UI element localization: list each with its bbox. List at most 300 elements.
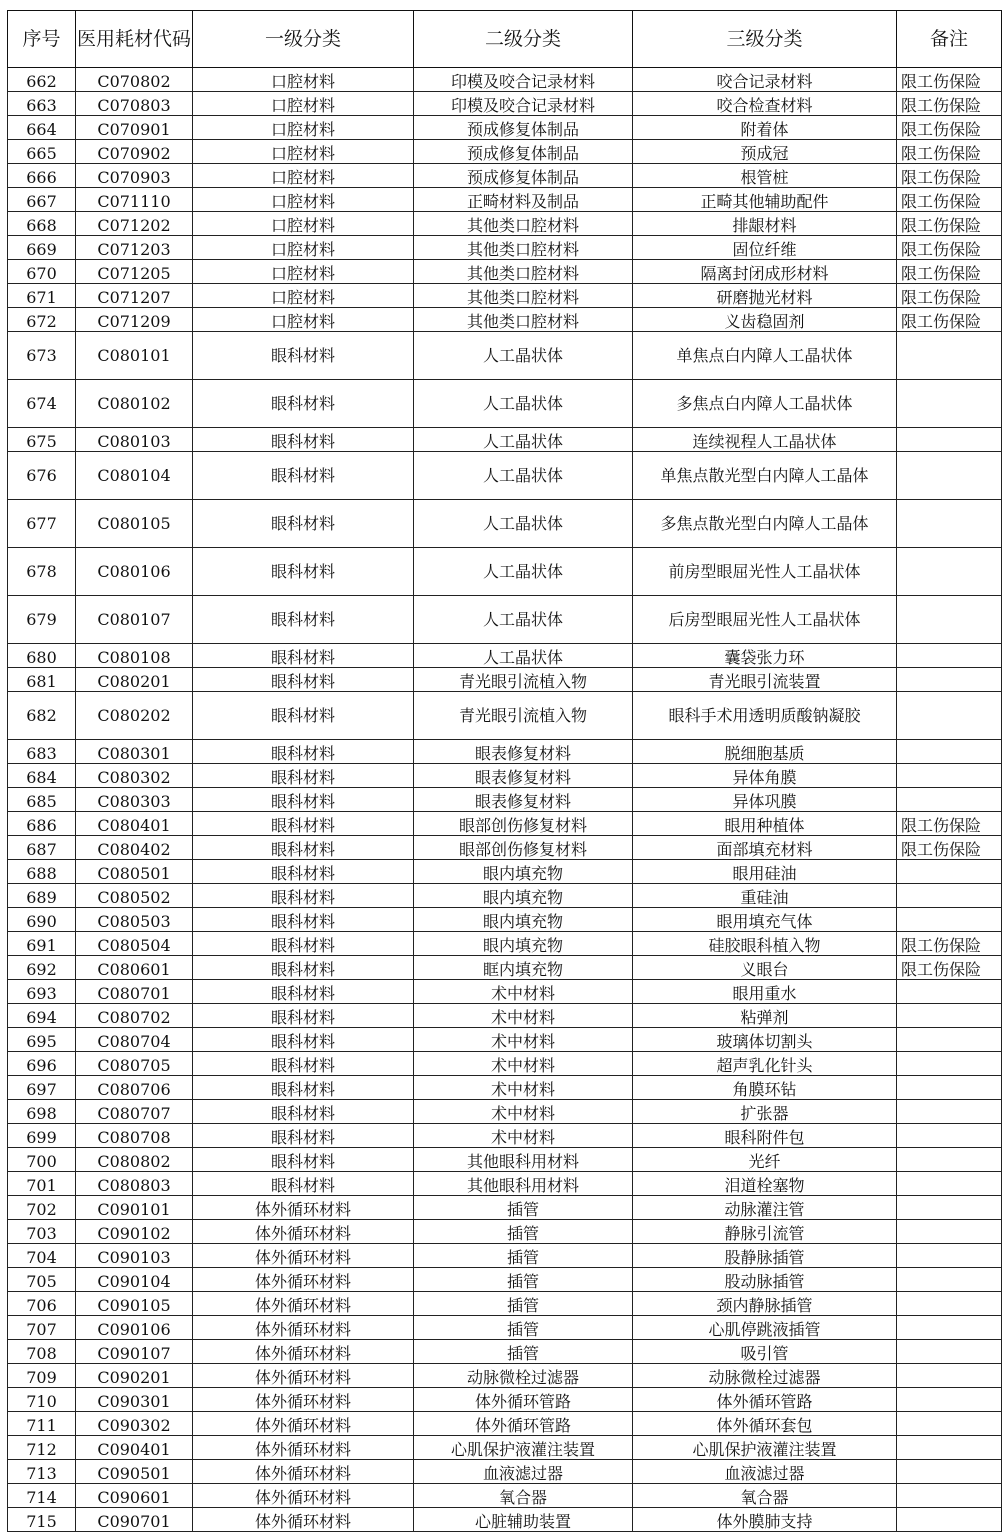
cell-code: C070901 xyxy=(76,116,193,140)
cell-code: C080201 xyxy=(76,668,193,692)
cell-level1: 体外循环材料 xyxy=(193,1388,414,1412)
cell-seq: 700 xyxy=(8,1148,76,1172)
cell-code: C080302 xyxy=(76,764,193,788)
header-level1: 一级分类 xyxy=(193,11,414,68)
cell-code: C080601 xyxy=(76,956,193,980)
table-body xyxy=(8,68,1002,1532)
cell-level1: 眼科材料 xyxy=(193,332,414,380)
table-row xyxy=(8,380,1002,428)
cell-seq: 697 xyxy=(8,1076,76,1100)
cell-seq: 692 xyxy=(8,956,76,980)
cell-seq: 662 xyxy=(8,68,76,92)
cell-seq: 667 xyxy=(8,188,76,212)
cell-note xyxy=(897,1508,1002,1532)
cell-note: 限工伤保险 xyxy=(897,308,1002,332)
cell-level3: 吸引管 xyxy=(633,1340,897,1364)
cell-level3: 超声乳化针头 xyxy=(633,1052,897,1076)
cell-level3: 角膜环钻 xyxy=(633,1076,897,1100)
cell-seq: 672 xyxy=(8,308,76,332)
table-row xyxy=(8,68,1002,92)
table-row xyxy=(8,140,1002,164)
cell-level3: 眼科手术用透明质酸钠凝胶 xyxy=(633,692,897,740)
cell-seq: 686 xyxy=(8,812,76,836)
cell-level1: 眼科材料 xyxy=(193,1124,414,1148)
cell-level1: 眼科材料 xyxy=(193,1052,414,1076)
cell-level2: 人工晶状体 xyxy=(414,332,633,380)
cell-seq: 671 xyxy=(8,284,76,308)
cell-level3: 股动脉插管 xyxy=(633,1268,897,1292)
cell-level2: 眶内填充物 xyxy=(414,956,633,980)
cell-level3: 股静脉插管 xyxy=(633,1244,897,1268)
cell-level1: 眼科材料 xyxy=(193,860,414,884)
cell-level3: 泪道栓塞物 xyxy=(633,1172,897,1196)
cell-level1: 眼科材料 xyxy=(193,980,414,1004)
cell-code: C090501 xyxy=(76,1460,193,1484)
cell-level2: 人工晶状体 xyxy=(414,428,633,452)
cell-level3: 光纤 xyxy=(633,1148,897,1172)
cell-seq: 681 xyxy=(8,668,76,692)
cell-level2: 其他类口腔材料 xyxy=(414,236,633,260)
cell-code: C090103 xyxy=(76,1244,193,1268)
cell-seq: 694 xyxy=(8,1004,76,1028)
cell-note xyxy=(897,1484,1002,1508)
cell-level1: 体外循环材料 xyxy=(193,1364,414,1388)
cell-level1: 体外循环材料 xyxy=(193,1316,414,1340)
cell-level3: 隔离封闭成形材料 xyxy=(633,260,897,284)
cell-level3: 粘弹剂 xyxy=(633,1004,897,1028)
cell-level1: 眼科材料 xyxy=(193,932,414,956)
cell-code: C071207 xyxy=(76,284,193,308)
cell-code: C090107 xyxy=(76,1340,193,1364)
cell-code: C090102 xyxy=(76,1220,193,1244)
cell-level3: 后房型眼屈光性人工晶状体 xyxy=(633,596,897,644)
cell-code: C071209 xyxy=(76,308,193,332)
cell-level1: 体外循环材料 xyxy=(193,1484,414,1508)
table-row xyxy=(8,692,1002,740)
cell-seq: 663 xyxy=(8,92,76,116)
cell-level1: 眼科材料 xyxy=(193,596,414,644)
cell-level2: 印模及咬合记录材料 xyxy=(414,68,633,92)
cell-level3: 正畸其他辅助配件 xyxy=(633,188,897,212)
cell-level2: 印模及咬合记录材料 xyxy=(414,92,633,116)
cell-code: C080701 xyxy=(76,980,193,1004)
cell-level1: 眼科材料 xyxy=(193,1100,414,1124)
cell-level2: 眼内填充物 xyxy=(414,932,633,956)
table-row xyxy=(8,1436,1002,1460)
cell-code: C071110 xyxy=(76,188,193,212)
cell-note: 限工伤保险 xyxy=(897,956,1002,980)
table-row xyxy=(8,308,1002,332)
table-row xyxy=(8,1340,1002,1364)
cell-note: 限工伤保险 xyxy=(897,116,1002,140)
cell-code: C080102 xyxy=(76,380,193,428)
cell-level2: 氧合器 xyxy=(414,1484,633,1508)
cell-level1: 体外循环材料 xyxy=(193,1412,414,1436)
cell-level3: 咬合检查材料 xyxy=(633,92,897,116)
table-row xyxy=(8,884,1002,908)
cell-level1: 体外循环材料 xyxy=(193,1292,414,1316)
cell-code: C070803 xyxy=(76,92,193,116)
cell-level3: 心肌停跳液插管 xyxy=(633,1316,897,1340)
cell-note xyxy=(897,980,1002,1004)
table-row xyxy=(8,1052,1002,1076)
cell-level2: 插管 xyxy=(414,1196,633,1220)
cell-code: C080503 xyxy=(76,908,193,932)
cell-note xyxy=(897,740,1002,764)
cell-level3: 动脉微栓过滤器 xyxy=(633,1364,897,1388)
cell-code: C080702 xyxy=(76,1004,193,1028)
table-row xyxy=(8,644,1002,668)
cell-code: C090105 xyxy=(76,1292,193,1316)
cell-level1: 眼科材料 xyxy=(193,692,414,740)
cell-level2: 术中材料 xyxy=(414,1100,633,1124)
cell-note: 限工伤保险 xyxy=(897,812,1002,836)
cell-level3: 前房型眼屈光性人工晶状体 xyxy=(633,548,897,596)
cell-level1: 体外循环材料 xyxy=(193,1244,414,1268)
cell-level1: 眼科材料 xyxy=(193,956,414,980)
cell-note: 限工伤保险 xyxy=(897,836,1002,860)
cell-level3: 固位纤维 xyxy=(633,236,897,260)
cell-code: C080401 xyxy=(76,812,193,836)
table-row xyxy=(8,812,1002,836)
cell-seq: 680 xyxy=(8,644,76,668)
cell-level1: 眼科材料 xyxy=(193,548,414,596)
table-row xyxy=(8,236,1002,260)
cell-seq: 701 xyxy=(8,1172,76,1196)
header-seq: 序号 xyxy=(8,11,76,68)
cell-level3: 囊袋张力环 xyxy=(633,644,897,668)
table-row xyxy=(8,1124,1002,1148)
table-row xyxy=(8,1364,1002,1388)
cell-level1: 眼科材料 xyxy=(193,1028,414,1052)
cell-level1: 眼科材料 xyxy=(193,740,414,764)
cell-code: C090101 xyxy=(76,1196,193,1220)
table-row xyxy=(8,1508,1002,1532)
cell-level3: 研磨抛光材料 xyxy=(633,284,897,308)
cell-note: 限工伤保险 xyxy=(897,260,1002,284)
cell-level3: 连续视程人工晶状体 xyxy=(633,428,897,452)
table-row xyxy=(8,116,1002,140)
table-row xyxy=(8,188,1002,212)
cell-level2: 其他类口腔材料 xyxy=(414,308,633,332)
cell-seq: 699 xyxy=(8,1124,76,1148)
cell-seq: 714 xyxy=(8,1484,76,1508)
cell-seq: 676 xyxy=(8,452,76,500)
cell-level2: 眼内填充物 xyxy=(414,860,633,884)
cell-level2: 术中材料 xyxy=(414,1028,633,1052)
cell-note xyxy=(897,452,1002,500)
cell-level3: 眼科附件包 xyxy=(633,1124,897,1148)
cell-seq: 715 xyxy=(8,1508,76,1532)
cell-level3: 扩张器 xyxy=(633,1100,897,1124)
cell-seq: 664 xyxy=(8,116,76,140)
cell-code: C090302 xyxy=(76,1412,193,1436)
cell-level3: 多焦点白内障人工晶状体 xyxy=(633,380,897,428)
cell-note xyxy=(897,596,1002,644)
cell-seq: 666 xyxy=(8,164,76,188)
table-row xyxy=(8,788,1002,812)
cell-level1: 眼科材料 xyxy=(193,764,414,788)
cell-note xyxy=(897,1124,1002,1148)
cell-level2: 插管 xyxy=(414,1340,633,1364)
cell-level2: 青光眼引流植入物 xyxy=(414,668,633,692)
cell-note: 限工伤保险 xyxy=(897,284,1002,308)
cell-level1: 眼科材料 xyxy=(193,644,414,668)
cell-seq: 665 xyxy=(8,140,76,164)
cell-level1: 体外循环材料 xyxy=(193,1268,414,1292)
cell-code: C090301 xyxy=(76,1388,193,1412)
cell-level1: 眼科材料 xyxy=(193,668,414,692)
cell-seq: 713 xyxy=(8,1460,76,1484)
cell-seq: 689 xyxy=(8,884,76,908)
table-row xyxy=(8,836,1002,860)
cell-level2: 血液滤过器 xyxy=(414,1460,633,1484)
table-row xyxy=(8,1412,1002,1436)
table-row xyxy=(8,284,1002,308)
table-row xyxy=(8,1292,1002,1316)
cell-level3: 眼用填充气体 xyxy=(633,908,897,932)
header-level3: 三级分类 xyxy=(633,11,897,68)
cell-level2: 其他眼科用材料 xyxy=(414,1172,633,1196)
cell-level2: 人工晶状体 xyxy=(414,548,633,596)
cell-level3: 异体角膜 xyxy=(633,764,897,788)
cell-level2: 其他类口腔材料 xyxy=(414,260,633,284)
table-row xyxy=(8,1172,1002,1196)
cell-level1: 眼科材料 xyxy=(193,788,414,812)
cell-level2: 人工晶状体 xyxy=(414,596,633,644)
header-row xyxy=(8,11,1002,68)
cell-level1: 口腔材料 xyxy=(193,308,414,332)
header-note: 备注 xyxy=(897,11,1002,68)
cell-note: 限工伤保险 xyxy=(897,140,1002,164)
cell-seq: 693 xyxy=(8,980,76,1004)
cell-seq: 702 xyxy=(8,1196,76,1220)
cell-code: C090201 xyxy=(76,1364,193,1388)
cell-level2: 术中材料 xyxy=(414,1124,633,1148)
cell-seq: 683 xyxy=(8,740,76,764)
table-row xyxy=(8,860,1002,884)
cell-seq: 711 xyxy=(8,1412,76,1436)
cell-code: C071203 xyxy=(76,236,193,260)
cell-code: C071202 xyxy=(76,212,193,236)
cell-level2: 预成修复体制品 xyxy=(414,140,633,164)
cell-level3: 咬合记录材料 xyxy=(633,68,897,92)
cell-code: C090701 xyxy=(76,1508,193,1532)
cell-note xyxy=(897,1316,1002,1340)
cell-code: C070802 xyxy=(76,68,193,92)
cell-seq: 684 xyxy=(8,764,76,788)
cell-seq: 670 xyxy=(8,260,76,284)
cell-level2: 眼表修复材料 xyxy=(414,740,633,764)
table-row xyxy=(8,452,1002,500)
cell-note xyxy=(897,1100,1002,1124)
cell-level3: 面部填充材料 xyxy=(633,836,897,860)
cell-seq: 668 xyxy=(8,212,76,236)
cell-note xyxy=(897,1220,1002,1244)
cell-code: C080103 xyxy=(76,428,193,452)
table-row xyxy=(8,1196,1002,1220)
cell-level3: 体外循环套包 xyxy=(633,1412,897,1436)
table-row xyxy=(8,1388,1002,1412)
cell-seq: 685 xyxy=(8,788,76,812)
table-row xyxy=(8,212,1002,236)
cell-seq: 704 xyxy=(8,1244,76,1268)
table-row xyxy=(8,1484,1002,1508)
cell-code: C080708 xyxy=(76,1124,193,1148)
cell-seq: 673 xyxy=(8,332,76,380)
table-row xyxy=(8,1316,1002,1340)
cell-level1: 眼科材料 xyxy=(193,908,414,932)
cell-note xyxy=(897,1436,1002,1460)
cell-level3: 体外循环管路 xyxy=(633,1388,897,1412)
cell-note: 限工伤保险 xyxy=(897,164,1002,188)
cell-level1: 口腔材料 xyxy=(193,164,414,188)
cell-code: C090601 xyxy=(76,1484,193,1508)
cell-seq: 712 xyxy=(8,1436,76,1460)
cell-seq: 706 xyxy=(8,1292,76,1316)
table-row xyxy=(8,932,1002,956)
cell-note: 限工伤保险 xyxy=(897,212,1002,236)
cell-level2: 术中材料 xyxy=(414,1004,633,1028)
table-row xyxy=(8,1148,1002,1172)
cell-level3: 眼用重水 xyxy=(633,980,897,1004)
cell-seq: 695 xyxy=(8,1028,76,1052)
cell-level1: 体外循环材料 xyxy=(193,1196,414,1220)
cell-level2: 体外循环管路 xyxy=(414,1388,633,1412)
cell-level2: 青光眼引流植入物 xyxy=(414,692,633,740)
table-row xyxy=(8,164,1002,188)
cell-seq: 708 xyxy=(8,1340,76,1364)
cell-note: 限工伤保险 xyxy=(897,188,1002,212)
cell-level1: 口腔材料 xyxy=(193,140,414,164)
cell-note xyxy=(897,1076,1002,1100)
cell-seq: 705 xyxy=(8,1268,76,1292)
cell-level2: 眼内填充物 xyxy=(414,908,633,932)
cell-level1: 体外循环材料 xyxy=(193,1220,414,1244)
cell-level2: 插管 xyxy=(414,1268,633,1292)
cell-code: C090104 xyxy=(76,1268,193,1292)
cell-code: C080202 xyxy=(76,692,193,740)
table-row xyxy=(8,1220,1002,1244)
cell-level1: 口腔材料 xyxy=(193,116,414,140)
cell-seq: 688 xyxy=(8,860,76,884)
cell-level1: 眼科材料 xyxy=(193,1004,414,1028)
cell-level3: 血液滤过器 xyxy=(633,1460,897,1484)
cell-level2: 人工晶状体 xyxy=(414,380,633,428)
cell-note xyxy=(897,860,1002,884)
cell-seq: 690 xyxy=(8,908,76,932)
cell-level1: 口腔材料 xyxy=(193,284,414,308)
cell-level1: 眼科材料 xyxy=(193,380,414,428)
cell-code: C080104 xyxy=(76,452,193,500)
table-row xyxy=(8,428,1002,452)
cell-level3: 根管桩 xyxy=(633,164,897,188)
table-row xyxy=(8,332,1002,380)
cell-level1: 眼科材料 xyxy=(193,836,414,860)
header-code: 医用耗材代码 xyxy=(76,11,193,68)
cell-level3: 脱细胞基质 xyxy=(633,740,897,764)
cell-note xyxy=(897,380,1002,428)
cell-note xyxy=(897,644,1002,668)
table-row xyxy=(8,764,1002,788)
cell-code: C080107 xyxy=(76,596,193,644)
cell-level3: 颈内静脉插管 xyxy=(633,1292,897,1316)
cell-level1: 口腔材料 xyxy=(193,212,414,236)
table-row xyxy=(8,908,1002,932)
cell-seq: 691 xyxy=(8,932,76,956)
cell-note xyxy=(897,1292,1002,1316)
cell-level2: 插管 xyxy=(414,1292,633,1316)
cell-level2: 眼部创伤修复材料 xyxy=(414,836,633,860)
cell-level1: 口腔材料 xyxy=(193,236,414,260)
table-row xyxy=(8,548,1002,596)
cell-seq: 669 xyxy=(8,236,76,260)
cell-code: C080402 xyxy=(76,836,193,860)
cell-code: C080303 xyxy=(76,788,193,812)
cell-level2: 眼内填充物 xyxy=(414,884,633,908)
cell-note xyxy=(897,548,1002,596)
table-row xyxy=(8,1100,1002,1124)
cell-note xyxy=(897,1148,1002,1172)
cell-level2: 人工晶状体 xyxy=(414,500,633,548)
cell-level2: 术中材料 xyxy=(414,1052,633,1076)
table-row xyxy=(8,740,1002,764)
cell-level2: 体外循环管路 xyxy=(414,1412,633,1436)
cell-seq: 710 xyxy=(8,1388,76,1412)
cell-level3: 单焦点白内障人工晶状体 xyxy=(633,332,897,380)
cell-level3: 附着体 xyxy=(633,116,897,140)
cell-code: C080301 xyxy=(76,740,193,764)
cell-note: 限工伤保险 xyxy=(897,932,1002,956)
cell-seq: 687 xyxy=(8,836,76,860)
table-row xyxy=(8,668,1002,692)
classification-table xyxy=(7,10,1002,1532)
cell-level1: 眼科材料 xyxy=(193,1148,414,1172)
cell-code: C080802 xyxy=(76,1148,193,1172)
cell-level2: 心脏辅助装置 xyxy=(414,1508,633,1532)
cell-note xyxy=(897,1004,1002,1028)
cell-note xyxy=(897,1340,1002,1364)
cell-note xyxy=(897,1244,1002,1268)
cell-code: C080705 xyxy=(76,1052,193,1076)
cell-level1: 眼科材料 xyxy=(193,452,414,500)
cell-level2: 插管 xyxy=(414,1220,633,1244)
cell-note xyxy=(897,1052,1002,1076)
cell-code: C071205 xyxy=(76,260,193,284)
cell-seq: 678 xyxy=(8,548,76,596)
cell-level3: 单焦点散光型白内障人工晶体 xyxy=(633,452,897,500)
cell-note xyxy=(897,1268,1002,1292)
cell-seq: 707 xyxy=(8,1316,76,1340)
table-row xyxy=(8,1076,1002,1100)
table-row xyxy=(8,500,1002,548)
cell-note xyxy=(897,428,1002,452)
table-row xyxy=(8,956,1002,980)
cell-note xyxy=(897,692,1002,740)
cell-note xyxy=(897,332,1002,380)
cell-level1: 口腔材料 xyxy=(193,68,414,92)
cell-code: C080106 xyxy=(76,548,193,596)
cell-note xyxy=(897,1412,1002,1436)
cell-level1: 眼科材料 xyxy=(193,1076,414,1100)
table-row xyxy=(8,1460,1002,1484)
cell-code: C080501 xyxy=(76,860,193,884)
cell-note xyxy=(897,788,1002,812)
cell-seq: 677 xyxy=(8,500,76,548)
cell-level3: 重硅油 xyxy=(633,884,897,908)
cell-level2: 其他眼科用材料 xyxy=(414,1148,633,1172)
cell-note xyxy=(897,764,1002,788)
